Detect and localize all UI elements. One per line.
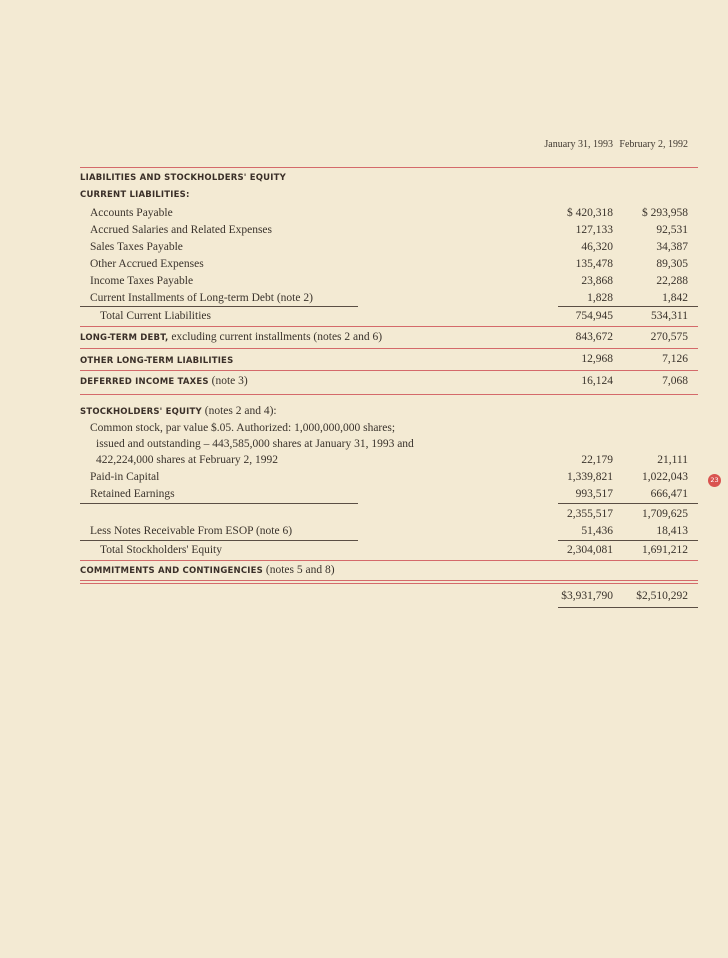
row-value-1992: 7,068 (662, 375, 688, 387)
current-liabilities-heading: CURRENT LIABILITIES: (80, 190, 190, 200)
header-rule (80, 167, 698, 168)
long-term-debt-row (80, 329, 698, 349)
common-stock-line1: Common stock, par value $.05. Authorized: 1,000,000,000 shares; (90, 422, 396, 434)
row-value-1992: 7,126 (662, 353, 688, 365)
row-value-1993: 2,304,081 (567, 544, 613, 556)
table-row (80, 256, 698, 273)
row-label: Current Installments of Long-term Debt (note 2) (90, 292, 313, 304)
commitments-rest: (notes 5 and 8) (262, 564, 335, 576)
row-value-1992: 1,022,043 (642, 471, 688, 483)
row-value-1993: 2,355,517 (567, 508, 613, 520)
row-value-1992: 92,531 (656, 224, 688, 236)
commitments-caps: COMMITMENTS AND CONTINGENCIES (80, 566, 263, 576)
section-title: LIABILITIES AND STOCKHOLDERS' EQUITY (80, 173, 286, 183)
table-row (80, 205, 698, 222)
row-label (80, 405, 277, 417)
row-value-1993: 46,320 (581, 241, 613, 253)
row-label (80, 564, 335, 576)
common-stock-line3: 422,224,000 shares at February 2, 1992 (96, 454, 279, 466)
row-value-1993: 51,436 (581, 525, 613, 537)
row-label: Other Accrued Expenses (90, 258, 204, 270)
row-value-1993: 16,124 (581, 375, 613, 387)
column-header-feb-1992: February 2, 1992 (619, 139, 688, 150)
divider (558, 540, 698, 541)
divider (80, 580, 698, 581)
divider (558, 306, 698, 307)
row-value-1992: 1,709,625 (642, 508, 688, 520)
paid-in-capital-row (80, 469, 698, 486)
row-value-1992: 270,575 (650, 331, 688, 343)
divider (558, 607, 698, 608)
row-value-1993: 135,478 (575, 258, 613, 270)
divider (80, 306, 358, 307)
row-value-1993: 843,672 (575, 331, 613, 343)
divider (80, 370, 698, 371)
row-value-1992: 34,387 (656, 241, 688, 253)
divider (80, 540, 358, 541)
row-label: Paid-in Capital (90, 471, 160, 483)
row-value-1993: 127,133 (575, 224, 613, 236)
row-value-1992: $2,510,292 (636, 590, 688, 602)
divider (80, 394, 698, 395)
common-stock-line2-row (80, 436, 698, 452)
row-value-1993: $ 420,318 (567, 207, 613, 219)
common-stock-line1-row (80, 420, 698, 436)
row-label (80, 331, 382, 343)
row-value-1993: $3,931,790 (561, 590, 613, 602)
row-value-1993: 23,868 (581, 275, 613, 287)
row-value-1993: 1,828 (587, 292, 613, 304)
row-value-1992: $ 293,958 (642, 207, 688, 219)
row-label: Accounts Payable (90, 207, 173, 219)
common-stock-line3-row (80, 452, 698, 469)
divider (80, 348, 698, 349)
grand-total-row (80, 588, 698, 608)
row-label: Total Stockholders' Equity (100, 544, 223, 556)
long-term-debt-caps: LONG-TERM DEBT, (80, 333, 169, 343)
divider (80, 503, 358, 504)
row-label: Retained Earnings (90, 488, 175, 500)
column-headers (80, 140, 698, 168)
row-value-1993: 12,968 (581, 353, 613, 365)
row-label (80, 375, 248, 387)
column-header-jan-1993: January 31, 1993 (544, 139, 613, 150)
other-long-term-liabilities-row (80, 351, 698, 371)
row-label: Accrued Salaries and Related Expenses (90, 224, 273, 236)
commitments-row (80, 562, 698, 582)
row-value-1992: 1,691,212 (642, 544, 688, 556)
row-value-1992: 21,111 (657, 454, 688, 466)
current-liabilities-heading-row (80, 188, 698, 205)
row-label: Income Taxes Payable (90, 275, 194, 287)
table-row (80, 222, 698, 239)
row-value-1992: 666,471 (650, 488, 688, 500)
deferred-caps: DEFERRED INCOME TAXES (80, 377, 209, 387)
row-value-1992: 1,842 (662, 292, 688, 304)
row-value-1992: 18,413 (656, 525, 688, 537)
row-value-1993: 754,945 (575, 310, 613, 322)
page-number-badge: 23 (708, 474, 721, 487)
divider (80, 583, 698, 584)
long-term-debt-rest: excluding current installments (notes 2 and 6) (168, 331, 383, 343)
table-row (80, 273, 698, 290)
divider (558, 503, 698, 504)
deferred-income-taxes-row (80, 373, 698, 395)
divider (80, 326, 698, 327)
balance-sheet-table (80, 140, 698, 608)
table-row (80, 239, 698, 256)
total-current-liabilities-row (80, 308, 698, 327)
row-label: Less Notes Receivable From ESOP (note 6) (90, 525, 293, 537)
row-label: Sales Taxes Payable (90, 241, 183, 253)
equity-subtotal-row (80, 506, 698, 523)
table-row (80, 290, 698, 307)
divider (80, 560, 698, 561)
row-label: Total Current Liabilities (100, 310, 211, 322)
notes-receivable-row (80, 523, 698, 540)
section-title-row (80, 171, 698, 188)
row-value-1992: 534,311 (651, 310, 688, 322)
row-value-1992: 22,288 (656, 275, 688, 287)
total-stockholders-equity-row (80, 542, 698, 561)
retained-earnings-row (80, 486, 698, 503)
deferred-rest: (note 3) (208, 375, 248, 387)
equity-rest: (notes 2 and 4): (201, 405, 277, 417)
common-stock-line2: issued and outstanding – 443,585,000 shares at January 31, 1993 and (96, 438, 414, 450)
row-label: OTHER LONG-TERM LIABILITIES (80, 356, 234, 366)
stockholders-equity-heading-row (80, 403, 698, 420)
row-value-1993: 22,179 (581, 454, 613, 466)
row-value-1993: 1,339,821 (567, 471, 613, 483)
row-value-1993: 993,517 (575, 488, 613, 500)
equity-caps: STOCKHOLDERS' EQUITY (80, 407, 202, 417)
row-value-1992: 89,305 (656, 258, 688, 270)
